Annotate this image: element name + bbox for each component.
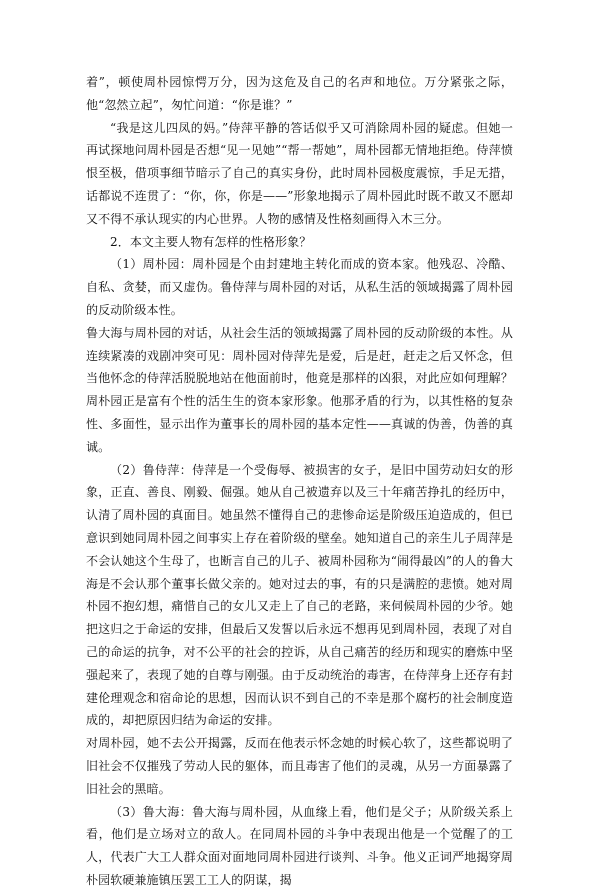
paragraph-lu-dahai-dialogue: 鲁大海与周朴园的对话，从社会生活的领域揭露了周朴园的反动阶级的本性。从连续紧凑的戏剧冲突可见：周朴园对侍萍先是爱，后是赶，赶走之后又怀念，但当他怀念的侍萍活脱脱地站在他面前时，他竟是那样的凶狠，对此应如何理解？周朴园正是富有个性的活生生的资本家形象。他那矛盾的行为，以其性格的复杂性、多面性，显示出作为董事长的周朴园的基本定性——真诚的伪善，伪善的真诚。: [86, 325, 513, 454]
paragraph-lu-shiping: （2）鲁侍萍：侍萍是一个受侮辱、被损害的女子，是旧中国劳动妇女的形象，正直、善良、刚毅、倔强。她从自己被遗弃以及三十年痛苦挣扎的经历中，认清了周朴园的真面目。她虽然不懂得自己的悲惨命运是阶级压迫造成的，但已意识到她同周朴园之间事实上存在着阶级的壁垒。她知道自己的亲生儿子周萍是不会认她这个生母了，也断言自己的儿子、被周朴园称为“闹得最凶”的人的鲁大海是不会认那个董事长做父亲的。她对过去的事，有的只是满腔的悲愤。她对周朴园不抱幻想，痛惜自己的女儿又走上了自己的老路，来伺候周朴园的少爷。她把这归之于命运的安排，但最后又发誓以后永远不想再见到周朴园，表现了对自己的命运的抗争，对不公平的社会的控诉，从自己痛苦的经历和现实的磨炼中坚强起来了，表现了她的自尊与刚强。由于反动统治的毒害，在侍萍身上还存有封建伦理观念和宿命论的思想，因而认识不到自己的不幸是那个腐朽的社会制度造成的，却把原因归结为命运的安排。: [86, 462, 513, 728]
paragraph-1: 着”，顿使周朴园惊愕万分，因为这危及自己的名声和地位。万分紧张之际，他“忽然立起”，匆忙问道：“你是谁？”: [86, 75, 513, 112]
document-body: [86, 71, 513, 892]
question-heading: 2．本文主要人物有怎样的性格形象？: [110, 234, 312, 249]
paragraph-2: “我是这儿四凤的妈。”侍萍平静的答话似乎又可消除周朴园的疑虑。但她一再试探地问周朴园是否想“见一见她”“帮一帮她”，周朴园都无情地拒绝。侍萍愤恨至极，借项事细节暗示了自己的真实身份，此时周朴园极度震惊，手足无措，话都说不连贯了：“你，你，你是——”形象地揭示了周朴园此时既不敢又不愿却又不得不承认现实的内心世界。人物的感情及性格刻画得入木三分。: [86, 120, 513, 226]
paragraph-zhou-puyuan: （1）周朴园：周朴园是个由封建地主转化而成的资本家。他残忍、冷酷、自私、贪婪，而又虚伪。鲁侍萍与周朴园的对话，从私生活的领域揭露了周朴园的反动阶级本性。: [86, 257, 513, 317]
paragraph-lu-dahai: （3）鲁大海：鲁大海与周朴园，从血缘上看，他们是父子；从阶级关系上看，他们是立场对立的敌人。在同周朴园的斗争中表现出他是一个觉醒了的工人，代表广大工人群众面对面地同周朴园进行谈判、斗争。他义正词严地揭穿周朴园软硬兼施镇压罢工工人的阴谋，揭: [86, 804, 513, 887]
paragraph-old-society: 对周朴园，她不去公开揭露，反而在他表示怀念她的时候心软了，这些都说明了旧社会不仅摧残了劳动人民的躯体，而且毒害了他们的灵魂，从另一方面暴露了旧社会的黑暗。: [86, 736, 513, 796]
